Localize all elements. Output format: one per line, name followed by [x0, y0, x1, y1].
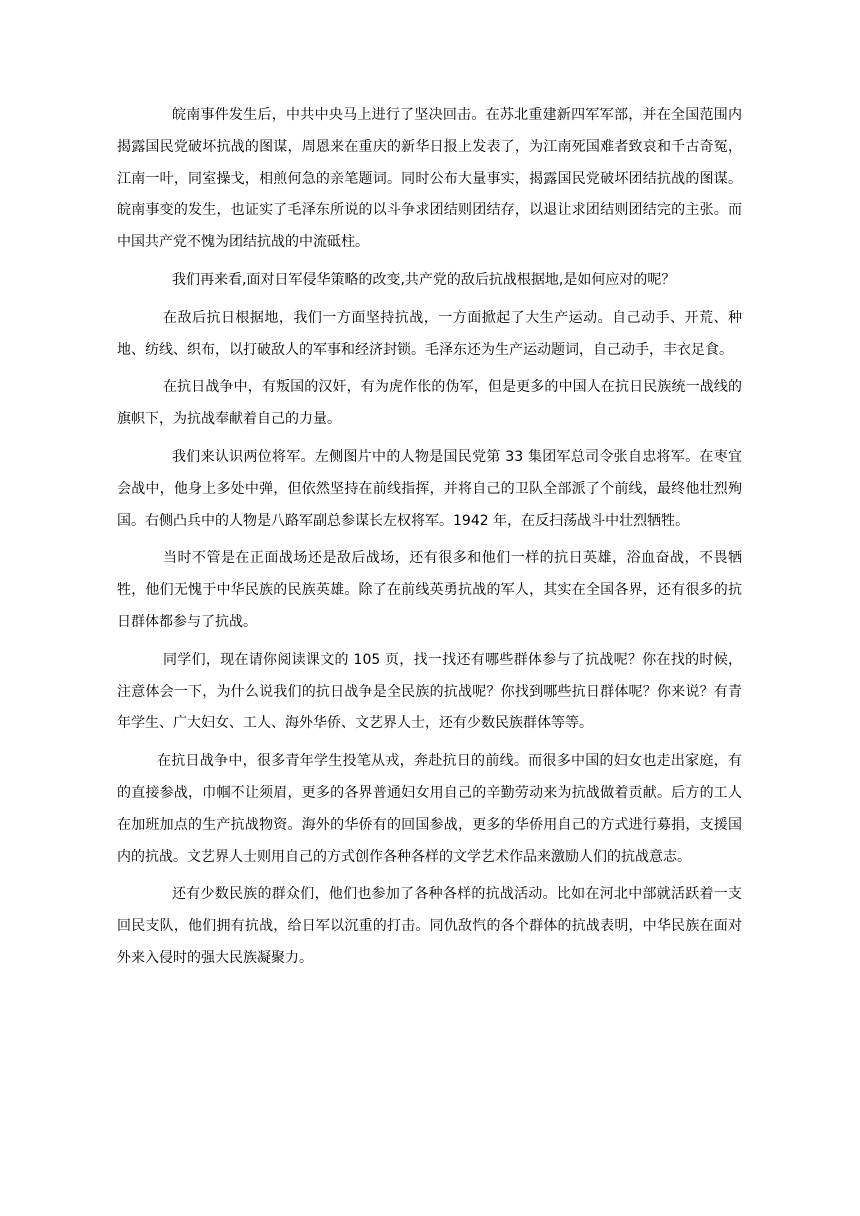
paragraph-groups: 在抗日战争中，很多青年学生投笔从戎，奔赴抗日的前线。而很多中国的妇女也走出家庭，有的直接参战，巾帼不让须眉，更多的各界普通妇女用自己的辛勤劳动来为抗战做着贡献。后方的工人在加班加点的生产抗战物资。海外的华侨有的回国参战，更多的华侨用自己的方式进行募捐，支援国内的抗战。文艺界人士则用自己的方式创作各种各样的文学艺术作品来激励人们的抗战意志。 — [117, 753, 742, 865]
paragraph-two-generals: 我们来认识两位将军。左侧图片中的人物是国民党第 33 集团军总司令张自忠将军。在枣宜会战中，他身上多处中弹，但依然坚持在前线指挥，并将自己的卫队全部派了个前线，最终他壮烈殉国。右侧凸兵中的人物是八路军副总参谋长左权将军。1942 年，在反扫荡战斗中壮烈牺牲。 — [117, 448, 742, 529]
document-body — [117, 100, 742, 981]
paragraph-reading-task: 同学们，现在请你阅读课文的 105 页，找一找还有哪些群体参与了抗战呢？你在找的时候，注意体会一下，为什么说我们的抗日战争是全民族的抗战呢？你找到哪些抗日群体呢？你来说？有青年学生、广大妇女、工人、海外华侨、文艺界人士，还有少数民族群体等等。 — [117, 651, 742, 732]
paragraph-base-response: 我们再来看,面对日军侵华策略的改变,共产党的敌后抗战根据地,是如何应对的呢？ — [172, 271, 676, 288]
paragraph-minorities: 还有少数民族的群众们，他们也参加了各种各样的抗战活动。比如在河北中部就活跃着一支回民支队，他们拥有抗战，给日军以沉重的打击。同仇敌忾的各个群体的抗战表明，中华民族在面对外来入侵时的强大民族凝聚力。 — [117, 886, 742, 966]
paragraph-heroes: 当时不管是在正面战场还是敌后战场，还有很多和他们一样的抗日英雄，浴血奋战，不畏牺牲，他们无愧于中华民族的民族英雄。除了在前线英勇抗战的军人，其实在全国各界，还有很多的抗日群体都参与了抗战。 — [117, 550, 742, 630]
paragraph-wannan-incident: 皖南事件发生后，中共中央马上进行了坚决回击。在苏北重建新四军军部，并在全国范围内揭露国民党破坏抗战的图谋，周恩来在重庆的新华日报上发表了，为江南死国难者致哀和千古奇冤，江南一叶，同室操戈，相煎何急的亲笔题词。同时公布大量事实，揭露国民党破坏团结抗战的图谋。皖南事变的发生，也证实了毛泽东所说的以斗争求团结则团结存，以退让求团结则团结完的主张。而中国共产党不愧为团结抗战的中流砥柱。 — [117, 107, 742, 251]
paragraph-united-front: 在抗日战争中，有叛国的汉奸，有为虎作伥的伪军，但是更多的中国人在抗日民族统一战线的旗帜下，为抗战奉献着自己的力量。 — [117, 379, 742, 428]
paragraph-production-movement: 在敌后抗日根据地，我们一方面坚持抗战，一方面掀起了大生产运动。自己动手、开荒、种地、纺线、织布，以打破敌人的军事和经济封锁。毛泽东还为生产运动题词，自己动手，丰衣足食。 — [117, 309, 742, 358]
